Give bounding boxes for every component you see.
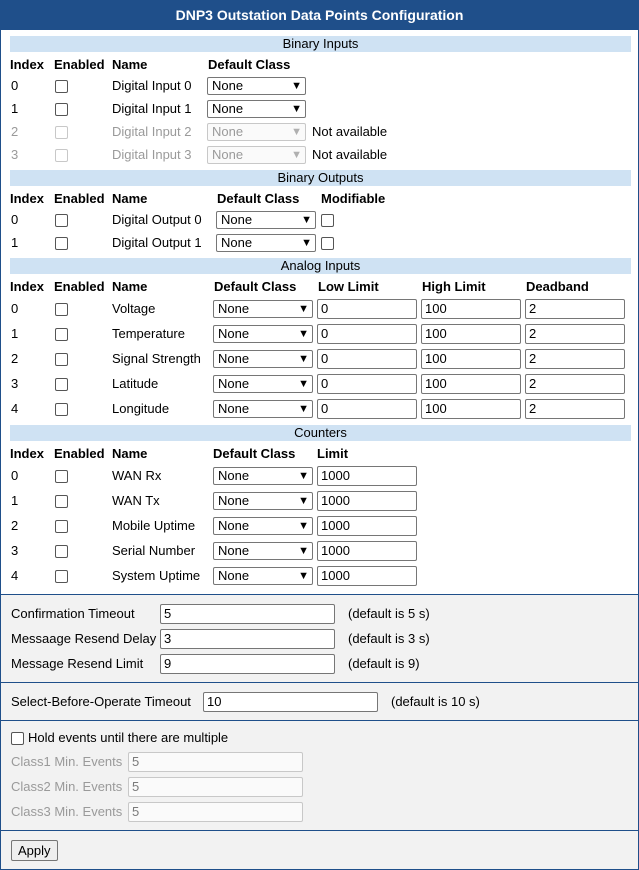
- timeout-input-value: 9: [164, 656, 172, 671]
- ct-class-select[interactable]: [213, 492, 313, 510]
- timeout-input-value: 3: [164, 631, 172, 646]
- ai-deadband-input[interactable]: [525, 399, 625, 419]
- timeout-input-value: 5: [164, 606, 172, 621]
- ai-class-select[interactable]: [213, 375, 313, 393]
- class-min-events-label: Class2 Min. Events: [11, 779, 123, 794]
- apply-section: [1, 831, 638, 869]
- bo-class-value: None: [221, 235, 253, 250]
- ct-index: 4: [11, 568, 19, 583]
- chevron-down-icon: ▼: [298, 403, 309, 415]
- ai-low-limit-input[interactable]: [317, 374, 417, 394]
- ct-name: WAN Rx: [112, 468, 162, 483]
- ai-index: 1: [11, 326, 19, 341]
- bi-col-enabled: Enabled: [54, 57, 105, 72]
- apply-button[interactable]: Apply: [11, 840, 58, 861]
- ct-limit-input-value: 1000: [321, 568, 350, 583]
- bi-note: Not available: [312, 124, 388, 139]
- bi-note: Not available: [312, 147, 388, 162]
- bi-class-value: None: [212, 78, 244, 93]
- bi-index: 0: [11, 78, 19, 93]
- ct-class-value: None: [218, 468, 250, 483]
- sbo-label: Select-Before-Operate Timeout: [11, 694, 191, 709]
- ai-col-enabled: Enabled: [54, 279, 105, 294]
- timeout-label: Confirmation Timeout: [11, 606, 135, 621]
- ai-enabled-checkbox[interactable]: [55, 403, 68, 416]
- ct-class-select[interactable]: [213, 517, 313, 535]
- ct-limit-input[interactable]: [317, 566, 417, 586]
- bo-col-modifiable: Modifiable: [321, 191, 386, 206]
- chevron-down-icon: ▼: [298, 570, 309, 582]
- panel-title: DNP3 Outstation Data Points Configuration: [1, 1, 638, 30]
- chevron-down-icon: ▼: [298, 303, 309, 315]
- ai-high-limit-input-value: 100: [425, 301, 447, 316]
- bi-name: Digital Input 2: [112, 124, 192, 139]
- timeout-hint: (default is 9): [348, 656, 420, 671]
- class-min-events-input-value: 5: [132, 779, 140, 794]
- ai-col-name: Name: [112, 279, 148, 294]
- timeout-input[interactable]: [160, 629, 335, 649]
- bo-name: Digital Output 0: [112, 212, 202, 227]
- ai-deadband-input-value: 2: [529, 376, 537, 391]
- ct-class-value: None: [218, 493, 250, 508]
- bo-col-name: Name: [112, 191, 148, 206]
- class-min-events-input: [128, 777, 303, 797]
- bi-enabled-checkbox[interactable]: [55, 80, 68, 93]
- bo-modifiable-checkbox[interactable]: [321, 237, 334, 250]
- ai-class-value: None: [218, 351, 250, 366]
- ct-limit-input[interactable]: [317, 516, 417, 536]
- chevron-down-icon: ▼: [298, 520, 309, 532]
- chevron-down-icon: ▼: [291, 103, 302, 115]
- timeout-input[interactable]: [160, 654, 335, 674]
- chevron-down-icon: ▼: [301, 237, 312, 249]
- ai-col-index: Index: [10, 279, 44, 294]
- bo-enabled-checkbox[interactable]: [55, 237, 68, 250]
- bo-col-default-class: Default Class: [217, 191, 300, 206]
- ai-class-value: None: [218, 401, 250, 416]
- ai-name: Longitude: [112, 401, 170, 416]
- ai-deadband-input-value: 2: [529, 351, 537, 366]
- bi-name: Digital Input 3: [112, 147, 192, 162]
- ai-class-select[interactable]: [213, 325, 313, 343]
- ai-high-limit-input[interactable]: [421, 324, 521, 344]
- bi-col-index: Index: [10, 57, 44, 72]
- ct-enabled-checkbox[interactable]: [55, 570, 68, 583]
- sbo-hint: (default is 10 s): [391, 694, 480, 709]
- binary-inputs-header: Binary Inputs: [10, 36, 631, 52]
- class-min-events-label: Class1 Min. Events: [11, 754, 123, 769]
- ct-col-name: Name: [112, 446, 148, 461]
- bi-class-select: [207, 123, 306, 141]
- ai-deadband-input-value: 2: [529, 326, 537, 341]
- bo-modifiable-checkbox[interactable]: [321, 214, 334, 227]
- ct-index: 1: [11, 493, 19, 508]
- ai-deadband-input[interactable]: [525, 324, 625, 344]
- ct-index: 0: [11, 468, 19, 483]
- ct-class-value: None: [218, 543, 250, 558]
- ai-low-limit-input[interactable]: [317, 299, 417, 319]
- ai-index: 2: [11, 351, 19, 366]
- ct-class-select[interactable]: [213, 567, 313, 585]
- timeout-hint: (default is 5 s): [348, 606, 430, 621]
- timeout-label: Messaage Resend Delay: [11, 631, 157, 646]
- ct-enabled-checkbox[interactable]: [55, 545, 68, 558]
- timeout-hint: (default is 3 s): [348, 631, 430, 646]
- ai-deadband-input[interactable]: [525, 299, 625, 319]
- ai-class-select[interactable]: [213, 350, 313, 368]
- ai-class-value: None: [218, 326, 250, 341]
- bi-name: Digital Input 1: [112, 101, 192, 116]
- chevron-down-icon: ▼: [298, 495, 309, 507]
- bo-class-value: None: [221, 212, 253, 227]
- chevron-down-icon: ▼: [291, 80, 302, 92]
- ai-high-limit-input[interactable]: [421, 299, 521, 319]
- ai-high-limit-input-value: 100: [425, 326, 447, 341]
- ct-class-value: None: [218, 568, 250, 583]
- chevron-down-icon: ▼: [298, 545, 309, 557]
- ct-name: System Uptime: [112, 568, 201, 583]
- ai-low-limit-input-value: 0: [321, 301, 329, 316]
- ct-col-limit: Limit: [317, 446, 349, 461]
- ai-col-default-class: Default Class: [214, 279, 297, 294]
- chevron-down-icon: ▼: [291, 149, 302, 161]
- ct-limit-input-value: 1000: [321, 468, 350, 483]
- ai-class-value: None: [218, 301, 250, 316]
- ai-index: 3: [11, 376, 19, 391]
- ai-class-select[interactable]: [213, 300, 313, 318]
- ct-enabled-checkbox[interactable]: [55, 520, 68, 533]
- counters-header: Counters: [10, 425, 631, 441]
- ai-low-limit-input-value: 0: [321, 376, 329, 391]
- ai-high-limit-input[interactable]: [421, 374, 521, 394]
- ai-class-value: None: [218, 376, 250, 391]
- ai-low-limit-input[interactable]: [317, 349, 417, 369]
- ai-name: Voltage: [112, 301, 156, 316]
- bi-col-default-class: Default Class: [208, 57, 291, 72]
- bi-class-select[interactable]: [207, 100, 306, 118]
- ai-col-deadband: Deadband: [526, 279, 589, 294]
- ct-limit-input-value: 1000: [321, 493, 350, 508]
- ai-deadband-input[interactable]: [525, 374, 625, 394]
- ct-class-select[interactable]: [213, 542, 313, 560]
- ai-name: Latitude: [112, 376, 159, 391]
- class-min-events-input: [128, 802, 303, 822]
- bo-index: 1: [11, 235, 19, 250]
- ct-name: Serial Number: [112, 543, 196, 558]
- ai-high-limit-input-value: 100: [425, 351, 447, 366]
- bi-name: Digital Input 0: [112, 78, 192, 93]
- ai-deadband-input[interactable]: [525, 349, 625, 369]
- ct-enabled-checkbox[interactable]: [55, 470, 68, 483]
- bi-col-name: Name: [112, 57, 148, 72]
- ai-index: 0: [11, 301, 19, 316]
- timeout-label: Message Resend Limit: [11, 656, 144, 671]
- bi-class-value: None: [212, 124, 244, 139]
- ct-class-value: None: [218, 518, 250, 533]
- ct-limit-input[interactable]: [317, 466, 417, 486]
- chevron-down-icon: ▼: [298, 378, 309, 390]
- bo-class-select[interactable]: [216, 234, 316, 252]
- ai-enabled-checkbox[interactable]: [55, 378, 68, 391]
- ai-enabled-checkbox[interactable]: [55, 328, 68, 341]
- ct-limit-input-value: 1000: [321, 543, 350, 558]
- ai-high-limit-input-value: 100: [425, 376, 447, 391]
- ai-high-limit-input[interactable]: [421, 399, 521, 419]
- bi-index: 3: [11, 147, 19, 162]
- ai-high-limit-input[interactable]: [421, 349, 521, 369]
- chevron-down-icon: ▼: [298, 470, 309, 482]
- timeout-input[interactable]: [160, 604, 335, 624]
- ct-col-enabled: Enabled: [54, 446, 105, 461]
- bi-index: 2: [11, 124, 19, 139]
- chevron-down-icon: ▼: [301, 214, 312, 226]
- bo-index: 0: [11, 212, 19, 227]
- ai-low-limit-input-value: 0: [321, 351, 329, 366]
- chevron-down-icon: ▼: [291, 126, 302, 138]
- class-min-events-input: [128, 752, 303, 772]
- sbo-timeout-input[interactable]: [203, 692, 378, 712]
- ai-col-low-limit: Low Limit: [318, 279, 379, 294]
- chevron-down-icon: ▼: [298, 328, 309, 340]
- bi-class-value: None: [212, 147, 244, 162]
- ct-limit-input[interactable]: [317, 541, 417, 561]
- bo-class-select[interactable]: [216, 211, 316, 229]
- bi-index: 1: [11, 101, 19, 116]
- ct-class-select[interactable]: [213, 467, 313, 485]
- bi-class-select[interactable]: [207, 77, 306, 95]
- ai-enabled-checkbox[interactable]: [55, 303, 68, 316]
- bi-enabled-checkbox: [55, 149, 68, 162]
- class-min-events-label: Class3 Min. Events: [11, 804, 123, 819]
- ai-enabled-checkbox[interactable]: [55, 353, 68, 366]
- class-min-events-input-value: 5: [132, 804, 140, 819]
- bi-enabled-checkbox: [55, 126, 68, 139]
- hold-events-checkbox[interactable]: [11, 732, 24, 745]
- ai-low-limit-input-value: 0: [321, 326, 329, 341]
- ct-col-default-class: Default Class: [213, 446, 296, 461]
- class-min-events-input-value: 5: [132, 754, 140, 769]
- ct-index: 2: [11, 518, 19, 533]
- ct-index: 3: [11, 543, 19, 558]
- ai-index: 4: [11, 401, 19, 416]
- ai-low-limit-input[interactable]: [317, 324, 417, 344]
- ai-name: Temperature: [112, 326, 185, 341]
- bi-class-value: None: [212, 101, 244, 116]
- ai-deadband-input-value: 2: [529, 301, 537, 316]
- hold-events-label: Hold events until there are multiple: [28, 730, 229, 745]
- ai-low-limit-input[interactable]: [317, 399, 417, 419]
- ct-name: WAN Tx: [112, 493, 160, 508]
- bi-class-select: [207, 146, 306, 164]
- ai-low-limit-input-value: 0: [321, 401, 329, 416]
- sbo-timeout-value: 10: [207, 694, 222, 709]
- ai-col-high-limit: High Limit: [422, 279, 486, 294]
- bo-col-enabled: Enabled: [54, 191, 105, 206]
- bo-col-index: Index: [10, 191, 44, 206]
- ct-col-index: Index: [10, 446, 44, 461]
- bi-enabled-checkbox[interactable]: [55, 103, 68, 116]
- ct-limit-input[interactable]: [317, 491, 417, 511]
- ai-deadband-input-value: 2: [529, 401, 537, 416]
- analog-inputs-header: Analog Inputs: [10, 258, 631, 274]
- chevron-down-icon: ▼: [298, 353, 309, 365]
- ct-name: Mobile Uptime: [112, 518, 196, 533]
- ai-high-limit-input-value: 100: [425, 401, 447, 416]
- bo-enabled-checkbox[interactable]: [55, 214, 68, 227]
- ct-enabled-checkbox[interactable]: [55, 495, 68, 508]
- binary-outputs-header: Binary Outputs: [10, 170, 631, 186]
- bo-name: Digital Output 1: [112, 235, 202, 250]
- ai-class-select[interactable]: [213, 400, 313, 418]
- ai-name: Signal Strength: [112, 351, 201, 366]
- ct-limit-input-value: 1000: [321, 518, 350, 533]
